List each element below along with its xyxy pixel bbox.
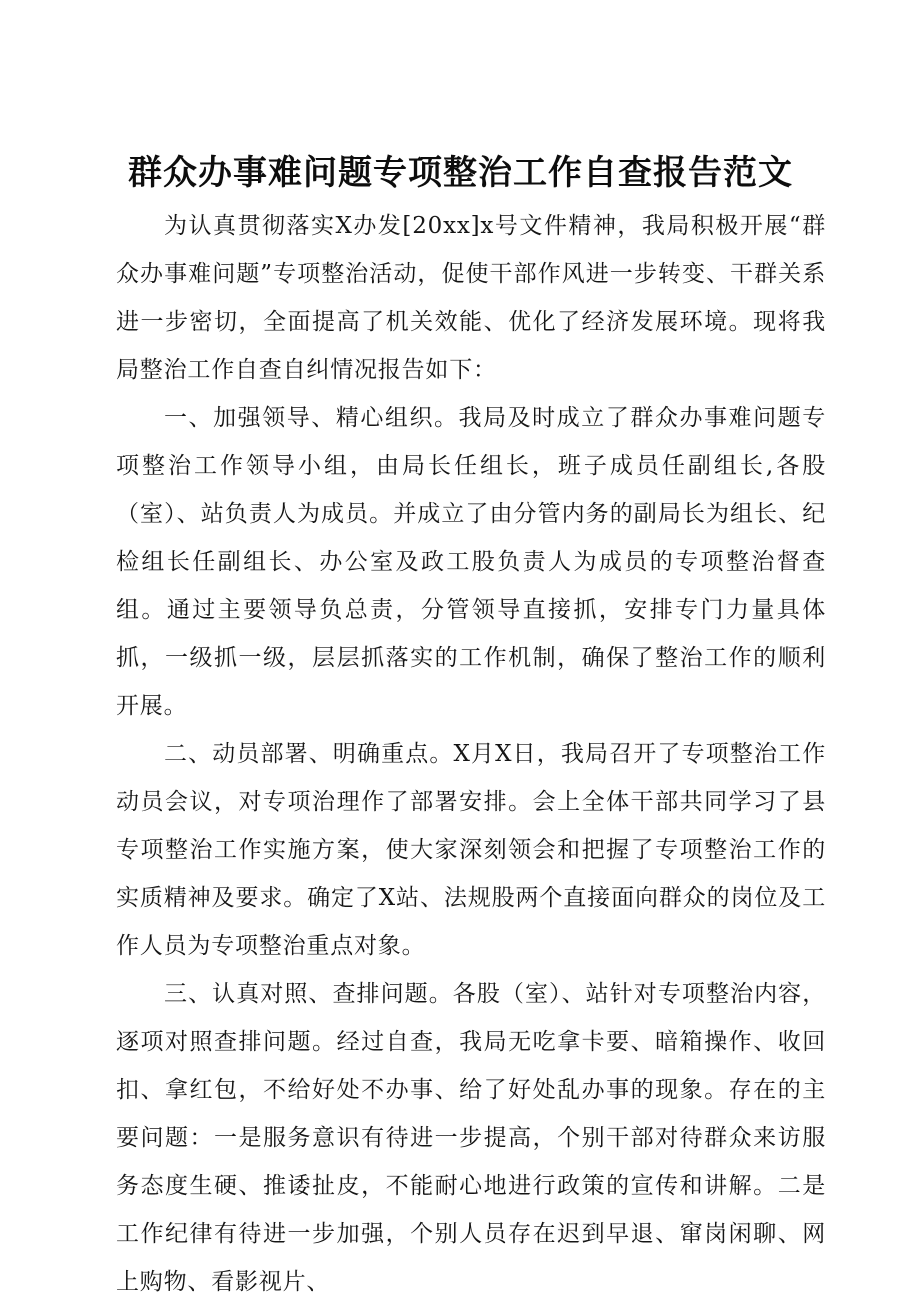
document-title: 群众办事难问题专项整治工作自查报告范文: [128, 153, 793, 193]
paragraph-section-1: 一、加强领导、精心组织。我局及时成立了群众办事难问题专项整治工作领导小组，由局长任组长，班子成员任副组长,各股（室）、站负责人为成员。并成立了由分管内务的副局长为组长、纪检组长任副组长、办公室及政工股负责人为成员的专项整治督查组。通过主要领导负总责，分管领导直接抓，安排专门力量具体抓，一级抓一级，层层抓落实的工作机制，确保了整治工作的顺利开展。: [116, 405, 826, 719]
paragraph-intro: 为认真贯彻落实X办发[20xx]x号文件精神，我局积极开展“群众办事难问题”专项整治活动，促使干部作风进一步转变、干群关系进一步密切，全面提高了机关效能、优化了经济发展环境。现将我局整治工作自查自纠情况报告如下：: [116, 213, 826, 383]
paragraph-section-2: 二、动员部署、明确重点。X月X日，我局召开了专项整治工作动员会议，对专项治理作了部署安排。会上全体干部共同学习了县专项整治工作实施方案，使大家深刻领会和把握了专项整治工作的实质精神及要求。确定了X站、法规股两个直接面向群众的岗位及工作人员为专项整治重点对象。: [116, 741, 826, 959]
paragraph-section-3: 三、认真对照、查排问题。各股（室）、站针对专项整治内容，逐项对照查排问题。经过自查，我局无吃拿卡要、暗箱操作、收回扣、拿红包，不给好处不办事、给了好处乱办事的现象。存在的主要问题：一是服务意识有待进一步提高，个别干部对待群众来访服务态度生硬、推诿扯皮，不能耐心地进行政策的宣传和讲解。二是工作纪律有待进一步加强，个别人员存在迟到早退、窜岗闲聊、网上购物、看影视片、: [116, 981, 826, 1295]
document-body: [116, 202, 826, 1306]
